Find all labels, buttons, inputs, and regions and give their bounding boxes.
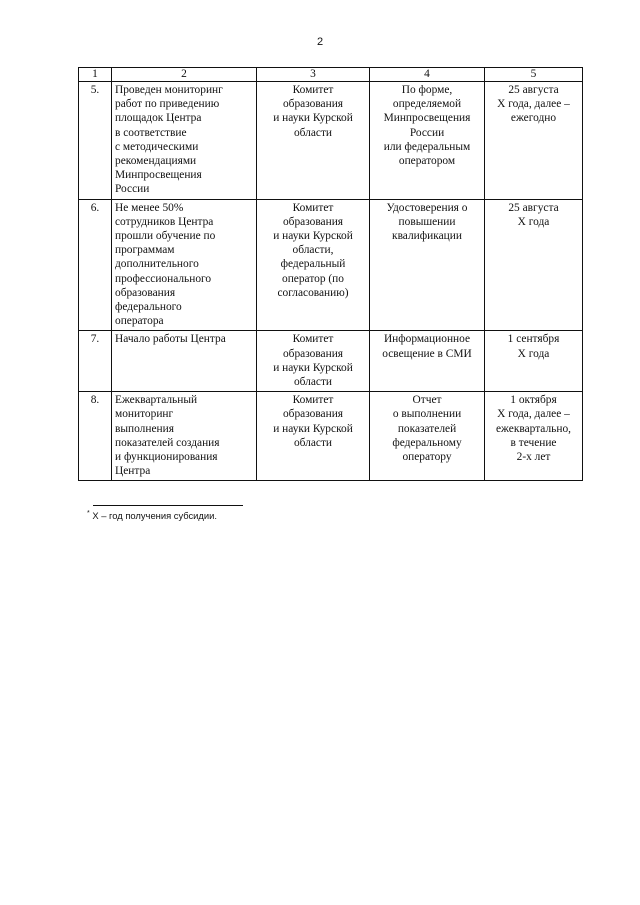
cell-line: Комитет <box>292 394 334 407</box>
plan-table <box>78 67 583 481</box>
table-row <box>79 331 583 392</box>
cell-line: показателей создания <box>115 436 220 449</box>
cell-line: и науки Курской <box>273 422 353 435</box>
cell-result <box>370 82 485 200</box>
cell-number: 6. <box>79 199 112 331</box>
cell-line: Комитет <box>292 84 334 96</box>
cell-line: оператору <box>402 451 452 464</box>
cell-line: образования <box>115 286 176 299</box>
cell-line: Начало работы Центра <box>115 333 226 346</box>
table-row <box>79 82 583 200</box>
cell-number: 7. <box>79 331 112 392</box>
cell-activity <box>112 392 257 481</box>
cell-line: 2-х лет <box>516 451 551 464</box>
cell-line: образования <box>282 347 344 360</box>
cell-line: мониторинг <box>115 408 174 421</box>
cell-line: Центра <box>115 465 151 478</box>
cell-activity <box>112 331 257 392</box>
cell-result <box>370 392 485 481</box>
cell-line: о выполнении <box>392 408 462 421</box>
table-header-row <box>79 68 583 82</box>
cell-deadline <box>485 199 583 331</box>
cell-line: и науки Курской <box>273 112 353 125</box>
cell-line: ежегодно <box>510 112 557 125</box>
cell-deadline <box>485 392 583 481</box>
header-cell: 4 <box>370 68 485 82</box>
cell-result <box>370 199 485 331</box>
cell-line: федерального <box>115 301 182 314</box>
cell-line: 1 сентября <box>507 333 560 346</box>
cell-line: образования <box>282 215 344 228</box>
cell-line: работ по приведению <box>115 98 220 111</box>
cell-line: программам <box>115 244 175 257</box>
cell-responsible <box>257 82 370 200</box>
cell-line: области <box>293 436 333 449</box>
cell-line: 1 октября <box>510 394 557 407</box>
header-cell: 3 <box>257 68 370 82</box>
cell-line: Комитет <box>292 201 334 214</box>
cell-line: Минпросвещения <box>115 169 202 182</box>
cell-line: Не менее 50% <box>115 201 184 214</box>
cell-line: области <box>293 376 333 389</box>
cell-line: сотрудников Центра <box>115 215 214 228</box>
cell-line: и функционирования <box>115 451 218 464</box>
cell-line: Комитет <box>292 333 334 346</box>
cell-line: оператора <box>115 315 164 328</box>
cell-line: X года <box>517 215 550 228</box>
cell-line: 25 августа <box>508 201 559 214</box>
cell-line: в соответствие <box>115 126 187 139</box>
cell-result <box>370 331 485 392</box>
cell-line: X года, далее – <box>497 98 570 111</box>
cell-line: оператор (по <box>282 272 344 285</box>
cell-line: профессионального <box>115 272 212 285</box>
cell-line: X года <box>517 347 550 360</box>
table-row <box>79 199 583 331</box>
cell-responsible <box>257 392 370 481</box>
cell-line: области <box>293 126 333 139</box>
cell-line: и науки Курской <box>273 230 353 243</box>
cell-line: согласованию) <box>277 286 349 299</box>
cell-number: 8. <box>79 392 112 481</box>
cell-line: рекомендациями <box>115 155 197 168</box>
cell-line: федеральному <box>392 436 462 449</box>
cell-line: 25 августа <box>508 84 559 96</box>
cell-line: или федеральным <box>383 140 471 153</box>
cell-line: выполнения <box>115 422 174 435</box>
cell-line: Удостоверения о <box>386 201 468 214</box>
header-cell: 1 <box>79 68 112 82</box>
cell-line: и науки Курской <box>273 361 353 374</box>
cell-activity <box>112 82 257 200</box>
cell-line: Проведен мониторинг <box>115 84 223 96</box>
cell-line: квалификации <box>392 230 462 243</box>
cell-line: области, <box>292 244 334 257</box>
cell-deadline <box>485 82 583 200</box>
cell-line: образования <box>282 98 344 111</box>
page-number: 2 <box>316 36 324 48</box>
cell-line: прошли обучение по <box>115 230 216 243</box>
cell-line: федеральный <box>280 258 346 271</box>
cell-number: 5. <box>79 82 112 200</box>
cell-line: в течение <box>510 436 557 449</box>
cell-line: России <box>409 126 445 139</box>
cell-activity <box>112 199 257 331</box>
table-row <box>79 392 583 481</box>
footnote <box>87 510 217 521</box>
cell-line: образования <box>282 408 344 421</box>
cell-line: дополнительного <box>115 258 199 271</box>
footnote-text: Х – год получения субсидии. <box>92 510 217 522</box>
cell-line: России <box>115 183 150 196</box>
cell-line: площадок Центра <box>115 112 202 125</box>
cell-line: с методическими <box>115 140 199 153</box>
cell-line: оператором <box>398 155 456 168</box>
footnote-mark: * <box>87 510 90 517</box>
cell-line: Отчет <box>412 394 442 407</box>
header-cell: 5 <box>485 68 583 82</box>
cell-responsible <box>257 199 370 331</box>
cell-line: Минпросвещения <box>383 112 471 125</box>
footnote-separator <box>93 505 243 506</box>
header-cell: 2 <box>112 68 257 82</box>
cell-responsible <box>257 331 370 392</box>
cell-line: X года, далее – <box>497 408 570 421</box>
cell-line: ежеквартально, <box>496 422 571 435</box>
cell-deadline <box>485 331 583 392</box>
cell-line: Информационное <box>383 333 471 346</box>
cell-line: освещение в СМИ <box>382 347 472 360</box>
cell-line: повышении <box>398 215 456 228</box>
cell-line: показателей <box>397 422 457 435</box>
cell-line: Ежеквартальный <box>115 394 198 407</box>
cell-line: По форме, <box>401 84 453 96</box>
cell-line: определяемой <box>392 98 462 111</box>
